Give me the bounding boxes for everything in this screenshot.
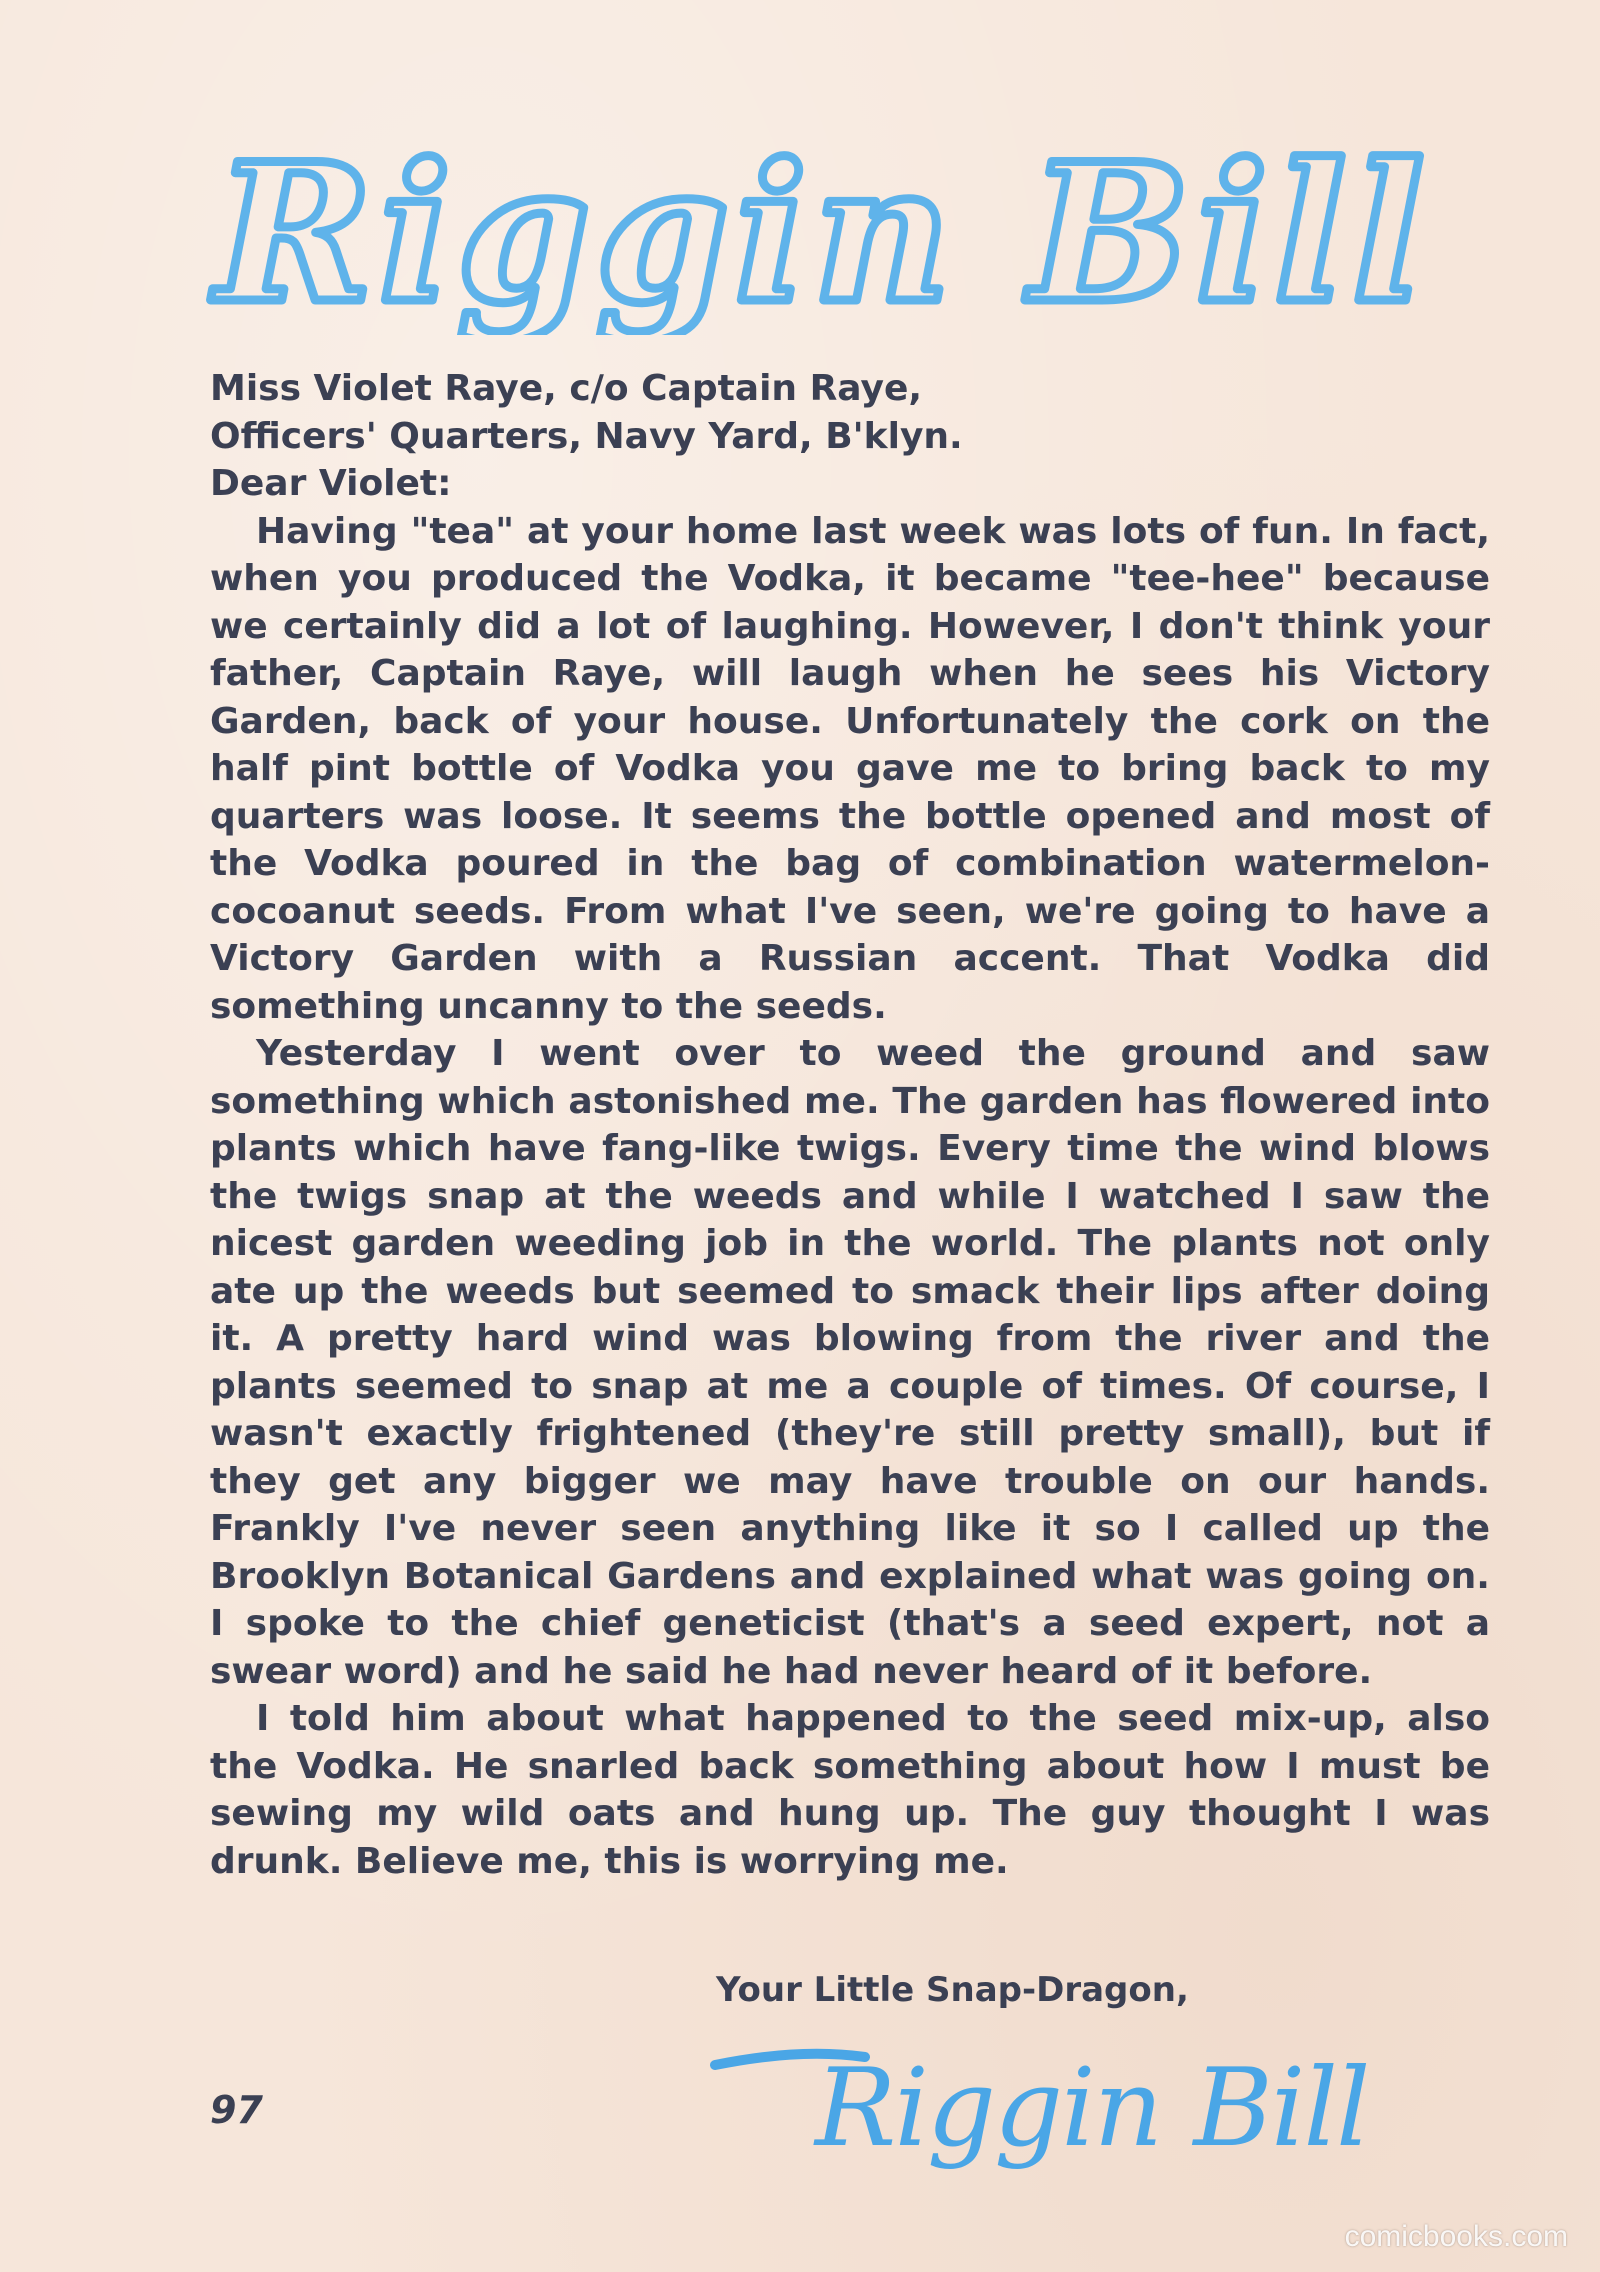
- watermark: comicbooks.com: [1344, 2220, 1568, 2253]
- title-script-svg: [205, 135, 1485, 335]
- page-number: 97: [210, 2088, 263, 2132]
- salutation: Dear Violet:: [210, 463, 452, 504]
- address-line-2: Officers' Quarters, Navy Yard, B'klyn.: [210, 415, 963, 457]
- title-script: [205, 135, 1485, 335]
- signature-svg: [705, 2025, 1465, 2185]
- signature-text: Riggin Bill: [815, 2046, 1369, 2171]
- letter-body: [210, 365, 1490, 1885]
- closing-line: Your Little Snap-Dragon,: [716, 1970, 1189, 2010]
- page-title: Riggin Bill: [215, 135, 1431, 335]
- paragraph-2: Yesterday I went over to weed the ground and saw something which astonished me. The garden has flowered into plants which have fang-like twigs. Every time the wind blows the twigs snap at the weeds and while I watched I saw the nicest garden weeding job in the world. The plants not only ate up the weeds but seemed to smack their lips after doing it. A pretty hard wind was blowing from the river and the plants seemed to snap at me a couple of times. Of course, I wasn't exactly frightened (they're still pretty small), but if they get any bigger we may have trouble on our hands. Frankly I've never seen anything like it so I called up the Brooklyn Botanical Gardens and explained what was going on. I spoke to the chief geneticist (that's a seed expert, not a swear word) and he said he had never heard of it before.: [210, 1033, 1490, 1692]
- paragraph-1: Having "tea" at your home last week was lots of fun. In fact, when you produced the Vodka, it became "tee-hee" because we certainly did a lot of laughing. However, I don't think your father, Captain Raye, will laugh when he sees his Victory Garden, back of your house. Unfortunately the cork on the half pint bottle of Vodka you gave me to bring back to my quarters was loose. It seems the bottle opened and most of the Vodka poured in the bag of combination watermelon-cocoanut seeds. From what I've seen, we're going to have a Victory Garden with a Russian accent. That Vodka did something uncanny to the seeds.: [210, 510, 1490, 1027]
- signature: [705, 2025, 1465, 2185]
- paragraph-3: I told him about what happened to the seed mix-up, also the Vodka. He snarled back something about how I must be sewing my wild oats and hung up. The guy thought I was drunk. Believe me, this is worrying me.: [210, 1698, 1490, 1882]
- address-line-1: Miss Violet Raye, c/o Captain Raye,: [210, 368, 923, 409]
